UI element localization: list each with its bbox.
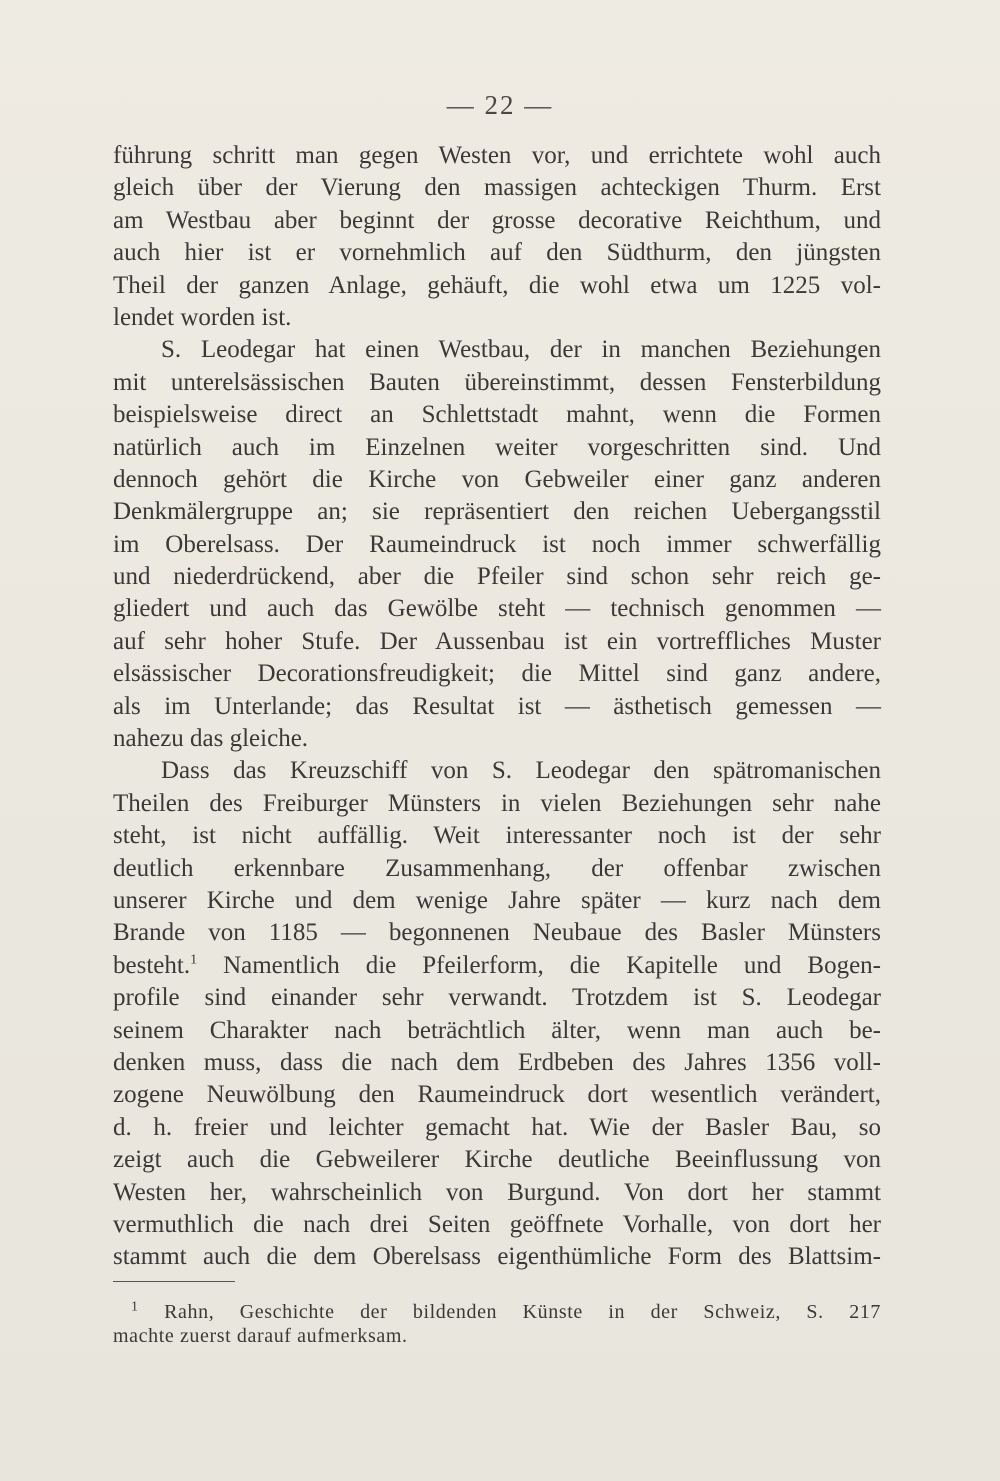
text-line: Theilen des Freiburger Münsters in vielen Beziehungen sehr nahe [113,789,881,817]
text-line: Theil der ganzen Anlage, gehäuft, die wohl etwa um 1225 vol- [113,271,881,299]
text-line: profile sind einander sehr verwandt. Trotzdem ist S. Leodegar [113,984,881,1012]
footnote-reference: 1 [190,952,198,968]
text-line: vermuthlich die nach drei Seiten geöffnete Vorhalle, von dort her [113,1210,881,1238]
footnote-marker: 1 [131,1299,139,1315]
text-line: stammt auch die dem Oberelsass eigenthümliche Form des Blattsim- [113,1243,881,1271]
footnote-line: machte zuerst darauf aufmerksam. [113,1325,408,1347]
text-line: gliedert und auch das Gewölbe steht — technisch genommen — [113,595,881,623]
text-line: lendet worden ist. [113,303,292,331]
text-line: gleich über der Vierung den massigen achteckigen Thurm. Erst [113,174,881,202]
text-line: denken muss, dass die nach dem Erdbeben des Jahres 1356 voll- [113,1048,881,1076]
footnote-divider [113,1281,235,1282]
text-line: als im Unterlande; das Resultat ist — ästhetisch gemessen — [113,692,881,720]
text-line [113,950,881,982]
body-text [113,140,881,1274]
text-line: unserer Kirche und dem wenige Jahre später — kurz nach dem [113,886,881,914]
text-line: elsässischer Decorationsfreudigkeit; die Mittel sind ganz andere, [113,660,881,688]
footnote [113,1300,881,1348]
text-fragment: besteht. [113,951,191,979]
text-line: deutlich erkennbare Zusammenhang, der offenbar zwischen [113,854,881,882]
text-line: mit unterelsässischen Bauten übereinstimmt, dessen Fensterbildung [113,368,881,396]
text-line: am Westbau aber beginnt der grosse decorative Reichthum, und [113,206,881,234]
text-line: und niederdrückend, aber die Pfeiler sind schon sehr reich ge- [113,563,881,591]
text-fragment: Namentlich die Pfeilerform, die Kapitelle und Bogen- [197,951,881,979]
text-line: dennoch gehört die Kirche von Gebweiler einer ganz anderen [113,465,881,493]
text-line: zeigt auch die Gebweilerer Kirche deutliche Beeinflussung von [113,1146,881,1174]
text-line: Brande von 1185 — begonnenen Neubaue des Basler Münsters [113,919,881,947]
text-line: auf sehr hoher Stufe. Der Aussenbau ist ein vortreffliches Muster [113,627,881,655]
footnote-line [113,1300,881,1324]
text-line: steht, ist nicht auffällig. Weit interessanter noch ist der sehr [113,822,881,850]
text-line: natürlich auch im Einzelnen weiter vorgeschritten sind. Und [113,433,881,461]
page-number: — 22 — [446,90,554,120]
text-line: Westen her, wahrscheinlich von Burgund. Von dort her stammt [113,1178,881,1206]
text-line: auch hier ist er vornehmlich auf den Südthurm, den jüngsten [113,239,881,267]
text-line: Denkmälergruppe an; sie repräsentiert den reichen Uebergangsstil [113,498,881,526]
text-line: führung schritt man gegen Westen vor, und errichtete wohl auch [113,142,881,169]
text-line: Dass das Kreuzschiff von S. Leodegar den spätromanischen [161,757,881,785]
text-line: beispielsweise direct an Schlettstadt mahnt, wenn die Formen [113,401,881,429]
footnote-text: Rahn, Geschichte der bildenden Künste in der Schweiz, S. 217 [138,1301,881,1323]
text-line: im Oberelsass. Der Raumeindruck ist noch immer schwerfällig [113,530,881,558]
text-line: zogene Neuwölbung den Raumeindruck dort wesentlich verändert, [113,1081,881,1109]
text-line: d. h. freier und leichter gemacht hat. Wie der Basler Bau, so [113,1113,881,1141]
text-line: seinem Charakter nach beträchtlich älter, wenn man auch be- [113,1016,881,1044]
text-line: S. Leodegar hat einen Westbau, der in manchen Beziehungen [161,336,881,364]
text-line: nahezu das gleiche. [113,725,309,753]
